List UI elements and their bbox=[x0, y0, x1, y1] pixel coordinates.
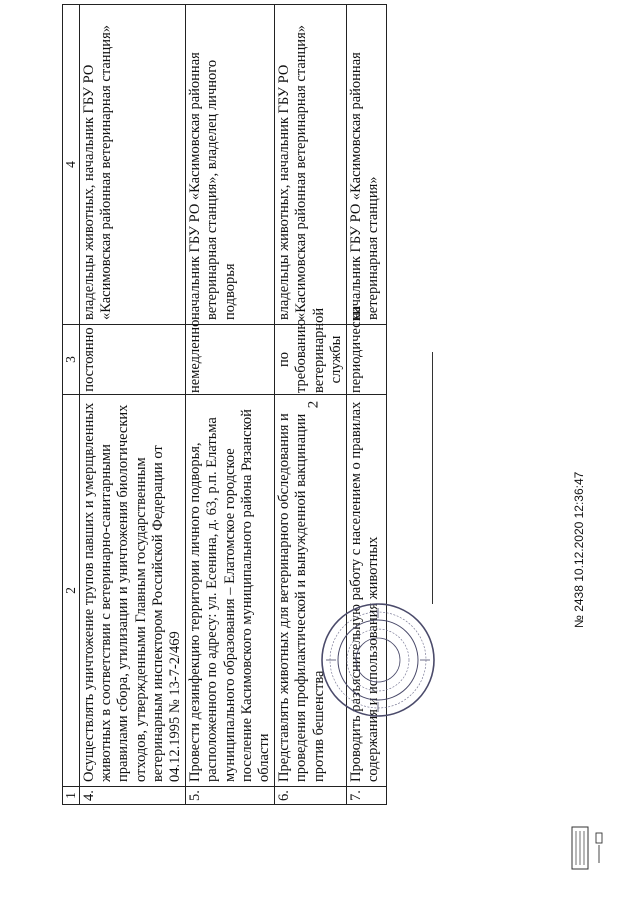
row-responsible: владельцы животных, начальник ГБУ РО «Касимовская районная ветеринарная станция» bbox=[275, 5, 347, 325]
ministry-logo bbox=[570, 825, 626, 871]
table-row bbox=[80, 5, 186, 805]
signature-line bbox=[432, 352, 433, 604]
row-number: 5. bbox=[186, 787, 275, 805]
row-responsible: начальник ГБУ РО «Касимовская районная ветеринарная станция», владелец личного подворья bbox=[186, 5, 275, 325]
header-cell: 1 bbox=[63, 787, 80, 805]
registration-number: № 2438 10.12.2020 12:36:47 bbox=[572, 471, 586, 628]
row-responsible: начальник ГБУ РО «Касимовская районная ветеринарная станция» bbox=[347, 5, 387, 325]
row-term: немедленно bbox=[186, 325, 275, 395]
page-number: 2 bbox=[305, 400, 322, 409]
header-cell: 3 bbox=[63, 325, 80, 395]
row-term: периодически bbox=[347, 325, 387, 395]
table-row bbox=[186, 5, 275, 805]
row-measure: Осуществлять уничтожение трупов павших и умерщвленных животных в соответствии с ветеринарно-санитарными правилами сбора, утилизации и уничтожения биологических отходов, утвержденными Главным государственным ветеринарным инспектором Российской Федерации от 04.12.1995 № 13-7-2/469 bbox=[80, 395, 186, 787]
row-measure: Провести дезинфекцию территории личного подворья, расположенного по адресу: ул. Есенина, д. 63, р.п. Елатьма муниципального образования – Елатомское городское поселение Касимовского муниципального района Рязанской области bbox=[186, 395, 275, 787]
row-term: постоянно bbox=[80, 325, 186, 395]
row-measure: Проводить разъяснительную работу с населением о правилах содержания и использования животных bbox=[347, 395, 387, 787]
table-header-row bbox=[63, 5, 80, 805]
header-cell: 4 bbox=[63, 5, 80, 325]
row-term: по требованию ветеринарной службы bbox=[275, 325, 347, 395]
row-number: 4. bbox=[80, 787, 186, 805]
row-responsible: владельцы животных, начальник ГБУ РО «Касимовская районная ветеринарная станция» bbox=[80, 5, 186, 325]
row-number: 7. bbox=[347, 787, 387, 805]
official-stamp bbox=[318, 600, 438, 720]
row-number: 6. bbox=[275, 787, 347, 805]
header-cell: 2 bbox=[63, 395, 80, 787]
row-measure: Представлять животных для ветеринарного обследования и проведения профилактической и вынужденной вакцинации против бешенства bbox=[275, 395, 347, 787]
